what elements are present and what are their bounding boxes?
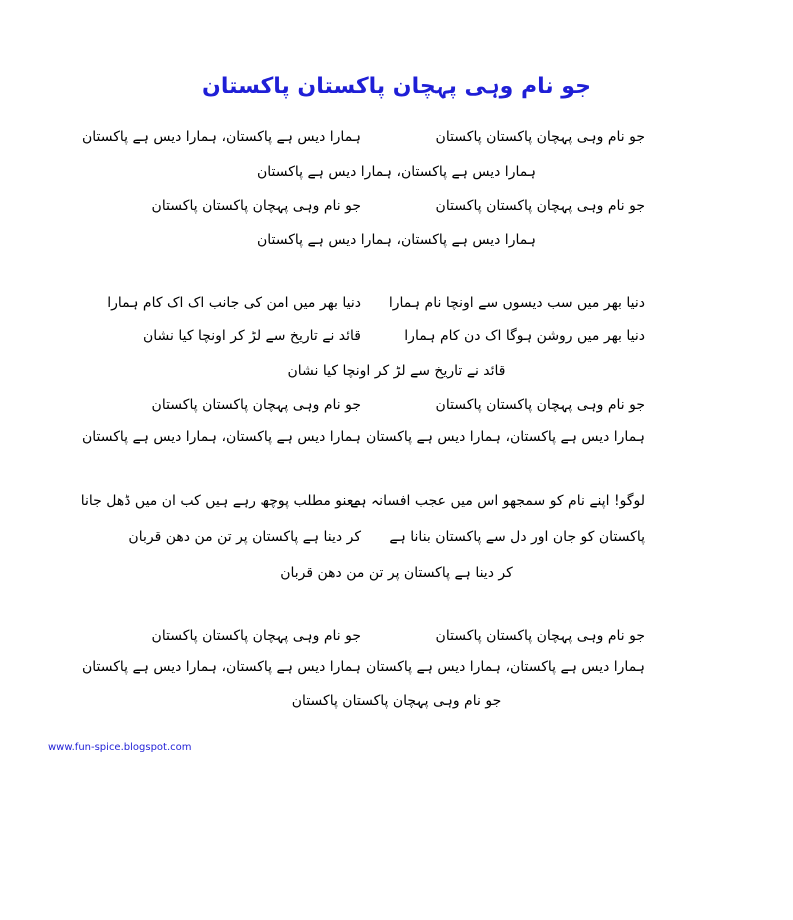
lyric-line: ہمارا دیس ہے پاکستان، ہمارا دیس ہے پاکستان bbox=[81, 429, 361, 445]
lyric-line: ہمارا دیس ہے پاکستان، ہمارا دیس ہے پاکستان bbox=[365, 429, 645, 445]
lyric-line: لوگو! اپنے نام کو سمجھو اس میں عجب افسانہ ہے bbox=[350, 493, 645, 509]
lyric-line: ہمارا دیس ہے پاکستان، ہمارا دیس ہے پاکستان bbox=[256, 164, 537, 180]
lyric-line: دنیا بھر میں روشن ہوگا اک دن کام ہمارا bbox=[404, 328, 645, 344]
lyric-line: جو نام وہی پہچان پاکستان پاکستان bbox=[151, 198, 361, 214]
song-title: جو نام وہی پہچان پاکستان پاکستان bbox=[202, 73, 591, 99]
lyric-line: ہمارا دیس ہے پاکستان، ہمارا دیس ہے پاکستان bbox=[256, 232, 537, 248]
lyric-line: جو نام وہی پہچان پاکستان پاکستان bbox=[151, 628, 361, 644]
lyric-line: جو نام وہی پہچان پاکستان پاکستان bbox=[291, 693, 502, 709]
lyric-line: قائد نے تاریخ سے لڑ کر اونچا کیا نشان bbox=[287, 363, 506, 379]
lyric-line: جو نام وہی پہچان پاکستان پاکستان bbox=[435, 129, 645, 145]
lyric-line: کر دینا ہے پاکستان پر تن من دھن قربان bbox=[280, 565, 513, 581]
lyric-line: ہمارا دیس ہے پاکستان، ہمارا دیس ہے پاکستان bbox=[365, 659, 645, 675]
lyric-line: دنیا بھر میں سب دیسوں سے اونچا نام ہمارا bbox=[388, 295, 645, 311]
lyric-line: ہمارا دیس ہے پاکستان، ہمارا دیس ہے پاکستان bbox=[81, 129, 361, 145]
lyric-line: جو نام وہی پہچان پاکستان پاکستان bbox=[435, 397, 645, 413]
lyric-line: قائد نے تاریخ سے لڑ کر اونچا کیا نشان bbox=[142, 328, 361, 344]
lyric-line: معنو مطلب پوچھ رہے ہیں کب ان میں ڈھل جانا bbox=[80, 493, 361, 509]
lyric-line: کر دینا ہے پاکستان پر تن من دھن قربان bbox=[128, 529, 361, 545]
footer-link[interactable]: www.fun-spice.blogspot.com bbox=[48, 742, 192, 753]
lyric-line: جو نام وہی پہچان پاکستان پاکستان bbox=[435, 198, 645, 214]
lyric-line: جو نام وہی پہچان پاکستان پاکستان bbox=[151, 397, 361, 413]
lyric-line: پاکستان کو جان اور دل سے پاکستان بنانا ہے bbox=[389, 529, 645, 545]
lyric-line: جو نام وہی پہچان پاکستان پاکستان bbox=[435, 628, 645, 644]
lyric-line: دنیا بھر میں امن کی جانب اک اک کام ہمارا bbox=[107, 295, 361, 311]
lyric-line: ہمارا دیس ہے پاکستان، ہمارا دیس ہے پاکستان bbox=[81, 659, 361, 675]
